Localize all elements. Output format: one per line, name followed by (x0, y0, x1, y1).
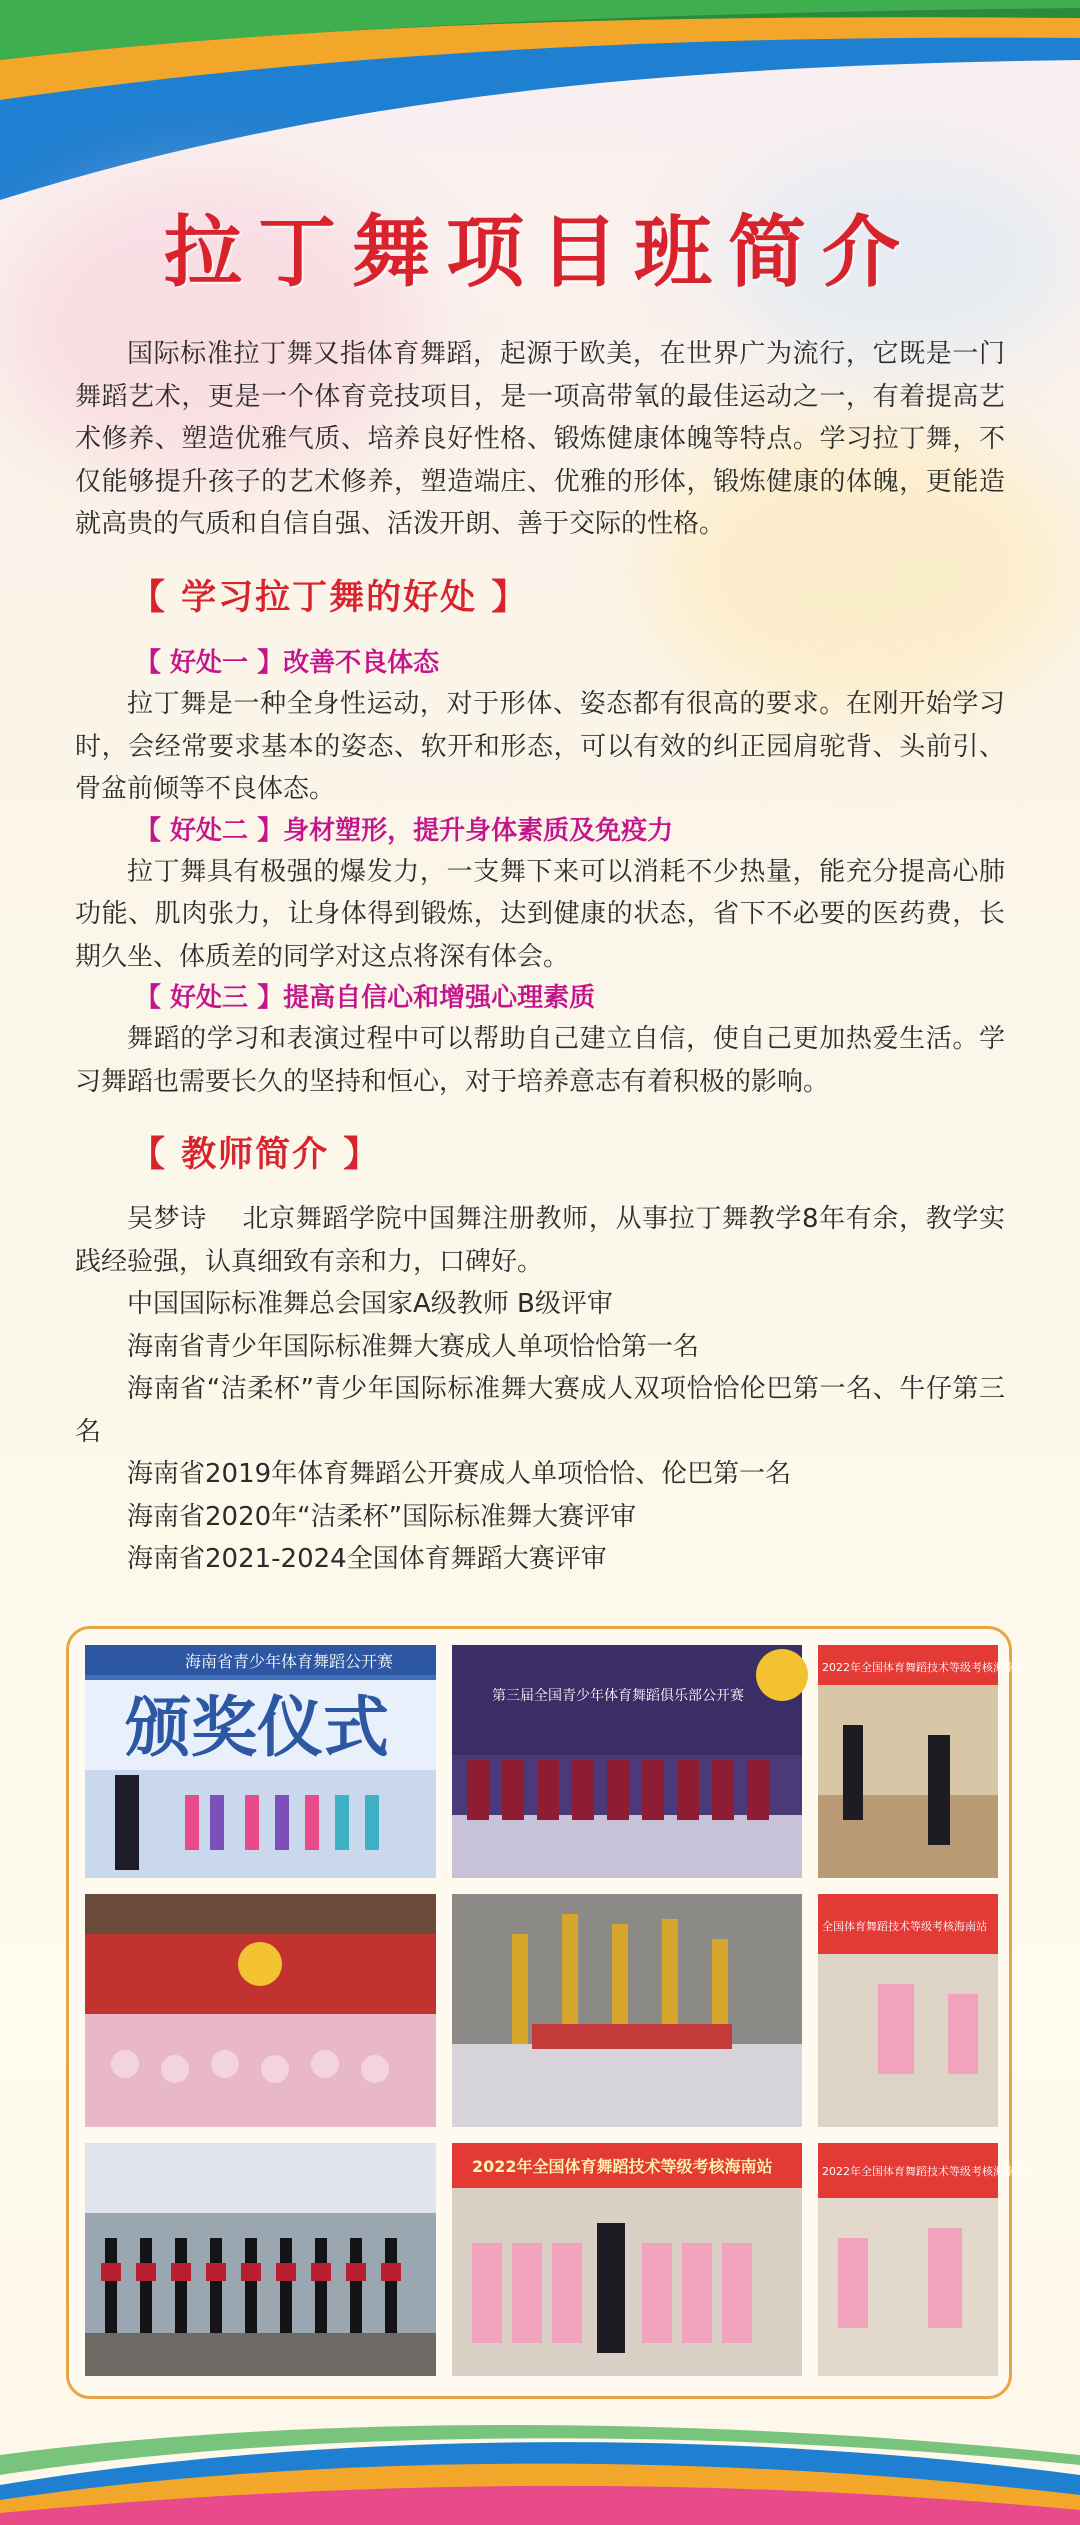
teacher-honor: 海南省青少年国际标准舞大赛成人单项恰恰第一名 (127, 1331, 700, 1362)
teacher-bio: 吴梦诗 北京舞蹈学院中国舞注册教师，从事拉丁舞教学8年有余，教学实践经验强，认真细致有亲和力，口碑好。 (75, 1204, 1005, 1277)
benefits-section (75, 643, 1005, 1103)
page-title: 拉丁舞项目班简介 (163, 207, 916, 298)
benefit-1-label: 【 好处一 】改善不良体态 (135, 648, 440, 678)
benefit-2-label: 【 好处二 】身材塑形，提升身体素质及免疫力 (135, 815, 674, 846)
photo-banner-text: 第三届全国青少年体育舞蹈俱乐部公开赛 (492, 1688, 744, 1704)
intro-section (75, 333, 1005, 546)
photo-stage-performance (452, 1645, 802, 1878)
teacher-heading: 【 教师简介 】 (130, 1135, 381, 1175)
benefit-3-label: 【 好处三 】提高自信心和增强心理素质 (135, 983, 596, 1013)
teacher-honor: 海南省2021-2024全国体育舞蹈大赛评审 (127, 1544, 607, 1574)
benefit-1-text: 拉丁舞是一种全身性运动，对于形体、姿态都有很高的要求。在刚开始学习时，会经常要求基本的姿态、软开和形态，可以有效的纠正园肩驼背、头前引、骨盆前倾等不良体态。 (75, 689, 1005, 804)
bottom-wave-decoration (0, 2415, 1080, 2525)
teacher-honor: 中国国际标准舞总会国家A级教师 B级评审 (127, 1289, 613, 1319)
teacher-honor: 海南省“洁柔杯”青少年国际标准舞大赛成人双项恰恰伦巴第一名、牛仔第三名 (75, 1374, 1005, 1447)
photo-exam-group (452, 2143, 802, 2376)
photo-pink-dancers (818, 1894, 998, 2127)
photo-award-ceremony (85, 1645, 436, 1878)
benefit-2-text: 拉丁舞具有极强的爆发力，一支舞下来可以消耗不少热量，能充分提高心肺功能、肌肉张力，让身体得到锻炼，达到健康的状态，省下不必要的医药费，长期久坐、体质差的同学对这点将深有体会。 (75, 856, 1005, 972)
benefit-3-text: 舞蹈的学习和表演过程中可以帮助自己建立自信，使自己更加热爱生活。学习舞蹈也需要长久的坚持和恒心，对于培养意志有着积极的影响。 (75, 1024, 1005, 1097)
teacher-honor: 海南省2020年“洁柔杯”国际标准舞大赛评审 (127, 1501, 637, 1532)
photo-trophies (452, 1894, 802, 2127)
photo-solo-dancer (818, 2143, 1026, 2376)
photo-banner-text: 2022年全国体育舞蹈技术等级考核海南站 (472, 2157, 773, 2176)
teacher-honor: 海南省2019年体育舞蹈公开赛成人单项恰恰、伦巴第一名 (127, 1459, 792, 1489)
photo-practice-silhouettes (85, 2143, 436, 2376)
photo-gallery (66, 1626, 1026, 2399)
benefits-heading: 【 学习拉丁舞的好处 】 (130, 578, 529, 618)
photo-ballroom-boys (818, 1645, 1026, 1878)
photo-banner-text: 2022年全国体育舞蹈技术等级考核海南站 (822, 2165, 1026, 2178)
photo-banner-text: 颁奖仪式 (125, 1689, 389, 1766)
photo-banner-text: 2022年全国体育舞蹈技术等级考核海南站 (822, 1661, 1026, 1674)
intro-paragraph: 国际标准拉丁舞又指体育舞蹈，起源于欧美，在世界广为流行，它既是一门舞蹈艺术，更是一个体育竞技项目，是一项高带氧的最佳运动之一，有着提高艺术修养、塑造优雅气质、培养良好性格、锻炼健康体魄等特点。学习拉丁舞，不仅能够提升孩子的艺术修养，塑造端庄、优雅的形体，锻炼健康的体魄，更能造就高贵的气质和自信自强、活泼开朗、善于交际的性格。 (75, 339, 1005, 539)
teacher-section (75, 1198, 1005, 1581)
photo-banner-text: 全国体育舞蹈技术等级考核海南站 (822, 1920, 987, 1933)
photo-top-text: 海南省青少年体育舞蹈公开赛 (185, 1652, 394, 1671)
photo-group-event (85, 1894, 436, 2127)
